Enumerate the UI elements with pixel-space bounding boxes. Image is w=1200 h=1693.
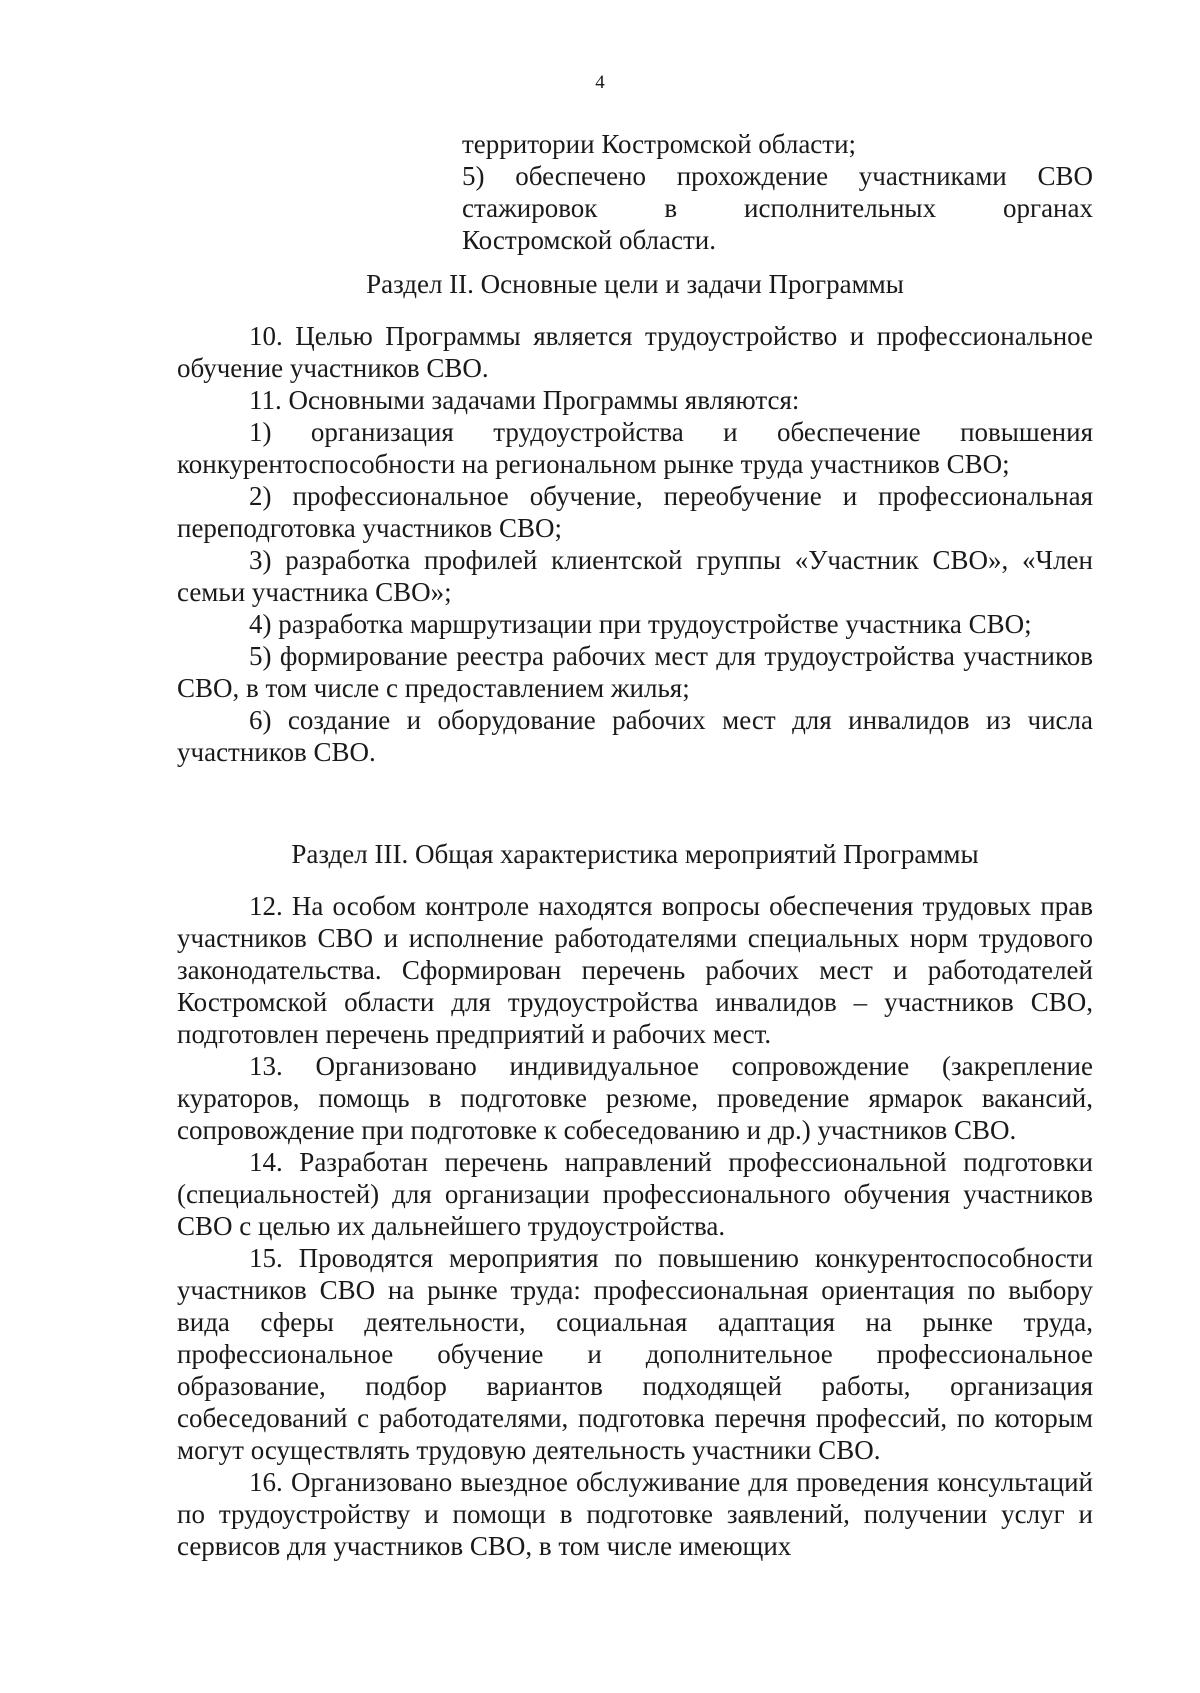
continuation-line: территории Костромской области;: [462, 129, 857, 159]
continuation-line: 5) обеспечено прохождение участниками СВО: [462, 161, 1093, 191]
continuation-block: [462, 128, 1093, 256]
section-3-paragraphs: [177, 890, 1093, 1562]
section-2-paragraphs: [177, 320, 1093, 768]
paragraph: 13. Организовано индивидуальное сопровождение (закрепление кураторов, помощь в подготовке резюме, проведение ярмарок вакансий, сопровождение при подготовке к собеседованию и др.) участников СВО.: [177, 1051, 1093, 1145]
paragraph: 12. На особом контроле находятся вопросы обеспечения трудовых прав участников СВО и исполнение работодателями специальных норм трудового законодательства. Сформирован перечень рабочих мест и работодателей Костромской области для трудоустройства инвалидов – участников СВО, подготовлен перечень предприятий и рабочих мест.: [177, 891, 1093, 1049]
section-heading-2: Раздел II. Основные цели и задачи Программы: [366, 269, 904, 299]
continuation-line: стажировок в исполнительных органах: [462, 193, 1093, 223]
section-heading-3: Раздел III. Общая характеристика мероприятий Программы: [291, 839, 979, 869]
paragraph: 6) создание и оборудование рабочих мест для инвалидов из числа участников СВО.: [177, 705, 1093, 767]
paragraph: 10. Целью Программы является трудоустройство и профессиональное обучение участников СВО.: [177, 321, 1093, 383]
paragraph: 15. Проводятся мероприятия по повышению конкурентоспособности участников СВО на рынке труда: профессиональная ориентация по выбору вида сферы деятельности, социальная адаптация на рынке труда, профессиональное обучение и дополнительное профессиональное образование, подбор вариантов подходящей работы, организация собеседований с работодателями, подготовка перечня профессий, по которым могут осуществлять трудовую деятельность участники СВО.: [177, 1243, 1093, 1465]
paragraph: 14. Разработан перечень направлений профессиональной подготовки (специальностей) для организации профессионального обучения участников СВО с целью их дальнейшего трудоустройства.: [177, 1147, 1093, 1241]
paragraph: 2) профессиональное обучение, переобучение и профессиональная переподготовка участников СВО;: [177, 481, 1093, 543]
page-number: 4: [595, 72, 605, 93]
paragraph: 5) формирование реестра рабочих мест для трудоустройства участников СВО, в том числе с предоставлением жилья;: [177, 641, 1093, 703]
paragraph: 16. Организовано выездное обслуживание для проведения консультаций по трудоустройству и помощи в подготовке заявлений, получении услуг и сервисов для участников СВО, в том числе имеющих: [177, 1467, 1093, 1561]
paragraph: 1) организация трудоустройства и обеспечение повышения конкурентоспособности на региональном рынке труда участников СВО;: [177, 417, 1093, 479]
continuation-line: Костромской области.: [462, 225, 716, 255]
paragraph: 4) разработка маршрутизации при трудоустройстве участника СВО;: [249, 609, 1032, 639]
paragraph: 11. Основными задачами Программы являются:: [249, 385, 800, 415]
paragraph: 3) разработка профилей клиентской группы «Участник СВО», «Член семьи участника СВО»;: [177, 545, 1093, 607]
